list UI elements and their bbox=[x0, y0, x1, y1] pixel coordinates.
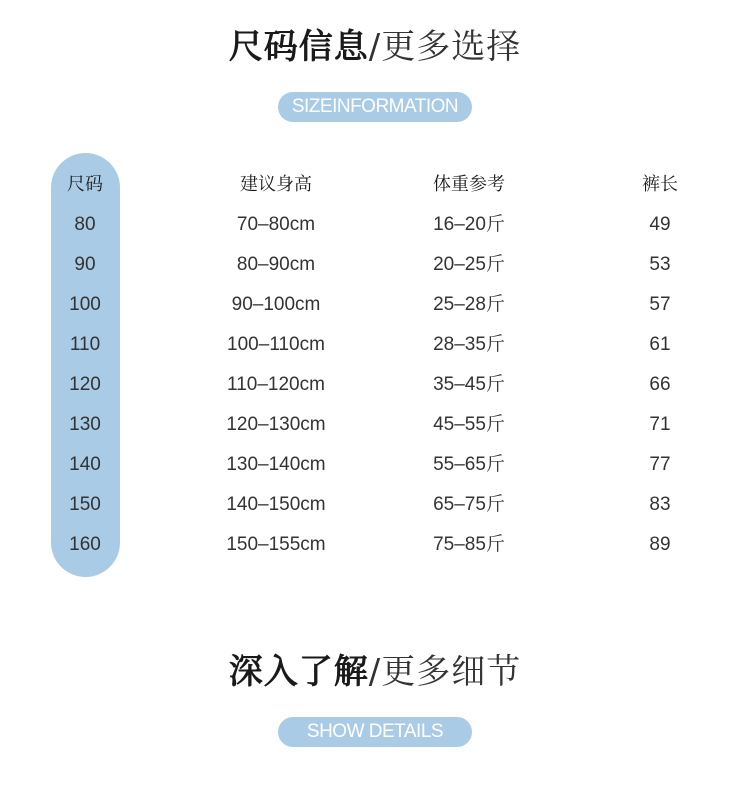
size-table bbox=[0, 165, 750, 565]
size-information-badge: SIZEINFORMATION bbox=[278, 92, 472, 122]
table-row bbox=[0, 205, 750, 245]
cell-weight: 55–65斤 bbox=[433, 454, 505, 475]
table-row bbox=[0, 325, 750, 365]
size-info-title-light: /更多选择 bbox=[368, 27, 522, 67]
cell-weight: 45–55斤 bbox=[433, 414, 505, 435]
header-pants-length: 裤长 bbox=[642, 174, 678, 195]
cell-height: 120–130cm bbox=[226, 414, 326, 435]
cell-size: 80 bbox=[74, 214, 96, 235]
cell-size: 110 bbox=[69, 334, 101, 355]
table-row bbox=[0, 285, 750, 325]
table-row bbox=[0, 525, 750, 565]
details-title-light: /更多细节 bbox=[368, 652, 522, 692]
cell-pants-length: 49 bbox=[649, 214, 671, 235]
cell-height: 70–80cm bbox=[236, 214, 316, 235]
cell-size: 90 bbox=[74, 254, 96, 275]
cell-size: 100 bbox=[69, 294, 101, 315]
table-row bbox=[0, 485, 750, 525]
cell-height: 130–140cm bbox=[226, 454, 326, 475]
table-body bbox=[0, 205, 750, 565]
cell-height: 100–110cm bbox=[227, 334, 325, 355]
cell-weight: 25–28斤 bbox=[433, 294, 505, 315]
table-header-row bbox=[0, 165, 750, 205]
header-size: 尺码 bbox=[67, 174, 103, 195]
cell-weight: 65–75斤 bbox=[433, 494, 505, 515]
table-row bbox=[0, 445, 750, 485]
details-title-bold: 深入了解 bbox=[228, 652, 369, 692]
cell-height: 150–155cm bbox=[226, 534, 326, 555]
cell-height: 90–100cm bbox=[231, 294, 321, 315]
cell-size: 120 bbox=[69, 374, 101, 395]
cell-height: 140–150cm bbox=[226, 494, 326, 515]
cell-weight: 75–85斤 bbox=[433, 534, 505, 555]
size-info-title-bold: 尺码信息 bbox=[228, 27, 369, 67]
cell-weight: 16–20斤 bbox=[433, 214, 505, 235]
cell-size: 150 bbox=[69, 494, 101, 515]
cell-pants-length: 83 bbox=[649, 494, 671, 515]
cell-height: 110–120cm bbox=[227, 374, 325, 395]
table-row bbox=[0, 405, 750, 445]
cell-weight: 28–35斤 bbox=[433, 334, 505, 355]
cell-weight: 35–45斤 bbox=[433, 374, 505, 395]
cell-pants-length: 71 bbox=[649, 414, 671, 435]
table-row bbox=[0, 365, 750, 405]
cell-size: 140 bbox=[69, 454, 101, 475]
cell-pants-length: 53 bbox=[649, 254, 671, 275]
details-title bbox=[0, 652, 750, 692]
header-weight: 体重参考 bbox=[433, 174, 505, 195]
cell-pants-length: 77 bbox=[649, 454, 671, 475]
header-height: 建议身高 bbox=[240, 174, 312, 195]
cell-height: 80–90cm bbox=[236, 254, 316, 275]
cell-pants-length: 89 bbox=[649, 534, 671, 555]
cell-weight: 20–25斤 bbox=[433, 254, 505, 275]
size-info-title bbox=[0, 27, 750, 67]
cell-size: 160 bbox=[69, 534, 101, 555]
cell-size: 130 bbox=[69, 414, 101, 435]
show-details-badge: SHOW DETAILS bbox=[278, 717, 472, 747]
cell-pants-length: 57 bbox=[649, 294, 671, 315]
cell-pants-length: 61 bbox=[649, 334, 671, 355]
cell-pants-length: 66 bbox=[649, 374, 671, 395]
table-row bbox=[0, 245, 750, 285]
